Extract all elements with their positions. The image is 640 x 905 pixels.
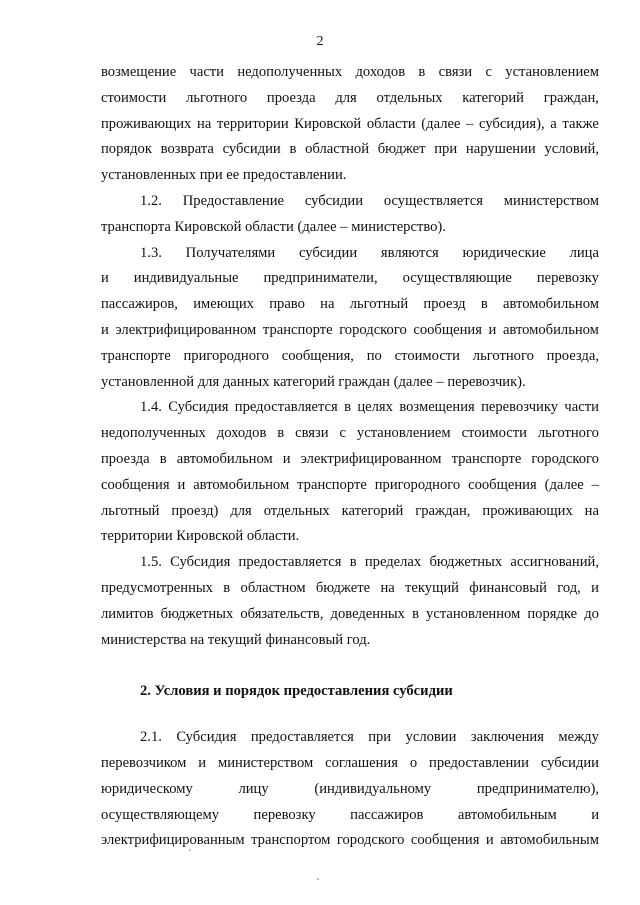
word: части [564,399,599,416]
word: текущий [405,579,459,596]
word: субсидии [304,192,364,209]
text-line: установленных при ее предоставлении. [101,167,347,184]
word: имеющих [193,296,254,313]
word: доходов [355,64,406,80]
word: о [409,754,418,771]
section-heading: 2. Условия и порядок предоставления субсидии [140,683,453,700]
word: финансовый [469,579,547,596]
word: электрифицированном [115,321,257,338]
word: перевозку [253,806,316,823]
word: бюджетных [160,605,234,622]
text-line [101,751,599,777]
word: и [177,476,186,493]
word: порядок [101,141,152,158]
word: электрифицированным [101,832,245,849]
word: перевозку [536,270,599,287]
paragraph-1-3 [101,241,599,396]
word: электрифицированном [300,450,442,467]
word: субсидии [222,141,281,158]
word: (далее [421,115,461,132]
word: 1.2. [140,192,162,209]
word: и [485,832,494,849]
word: год, [557,579,581,596]
word: установлением [356,425,451,442]
word: предприниматели, [263,270,378,287]
word: проезда [101,450,150,467]
word: на [197,115,212,132]
text-line [101,499,599,525]
word: стоимости [394,347,460,364]
word: связи [438,64,473,80]
text-line [101,421,599,447]
text-line [101,576,599,602]
word: Получателями [185,244,276,261]
word: предоставляется [250,729,354,746]
word: 1.5. [140,554,162,571]
word: проезда, [546,347,599,364]
word: в [159,450,167,467]
word: недополученных [237,64,343,80]
word: осуществляющие [402,270,512,287]
word: граждан, [543,89,599,106]
word: юридическому [101,780,193,797]
word: Субсидия [168,399,229,416]
word: стоимости [461,425,527,442]
word: с [485,64,492,80]
word: лицу [238,780,269,797]
word: сообщения [101,476,170,493]
word: возмещение [101,64,177,80]
word: в [412,605,419,622]
word: 2.1. [140,729,162,746]
word: связи [295,425,329,442]
word: пригородного [374,476,461,493]
text-line [101,395,599,421]
word: право [269,296,305,313]
word: субсидии [298,244,358,261]
text-line [101,292,599,318]
word: автомобильном [193,476,290,493]
word: лица [569,244,599,261]
word: заключения [470,729,544,746]
word: осуществляется [383,192,483,209]
word: и [591,806,599,823]
text-line [101,550,599,576]
word: бюджетных [429,554,503,571]
word: министерством [503,192,599,209]
word: на [584,502,599,519]
word: перевозчиком [101,754,187,771]
word: части [189,64,224,80]
word: (индивидуальному [314,780,432,797]
word: возврата [160,141,214,158]
paragraph-intro [101,60,599,189]
word: городского [336,832,405,849]
word: бюджет [377,141,426,158]
word: для [230,502,252,519]
word: по [366,347,382,364]
word: Субсидия [176,729,237,746]
word: а [550,115,557,132]
text-line [101,473,599,499]
word: индивидуальные [133,270,239,287]
word: граждан, [415,502,471,519]
text-line: транспорта Кировской области (далее – министерство). [101,218,446,235]
word: сообщения [413,321,482,338]
word: и [488,321,497,338]
word: бюджете [315,579,371,596]
paragraph-1-4 [101,395,599,550]
word: территории [216,115,289,132]
word: льготного [472,347,534,364]
paragraph-1-2 [101,189,599,241]
word: при [368,729,392,746]
word: автомобильном [503,296,599,313]
word: проживающих [101,115,192,132]
word: и [101,321,109,338]
word: условий, [544,141,599,158]
word: предоставлении [429,754,529,771]
word: целях [357,399,393,416]
text-line [101,777,599,803]
word: недополученных [101,425,206,442]
word: городского [531,450,599,467]
word: предусмотренных [101,579,213,596]
word: субсидия), [479,115,545,132]
word: льготного [537,425,599,442]
word: в [418,64,426,80]
word: (далее [544,476,584,493]
word: категорий [462,89,524,106]
word: на [380,579,395,596]
word: при [434,141,458,158]
word: сообщения [410,832,480,849]
word: 1.4. [140,399,162,416]
word: между [558,729,599,746]
word: сообщения, [281,347,354,364]
word: являются [380,244,439,261]
paragraph-2-1 [101,725,599,854]
word: в [349,554,357,571]
word: соглашения [325,754,398,771]
text-line [101,602,599,628]
text-line [101,86,599,112]
word: нарушении [465,141,536,158]
word: обязательств, [240,605,324,622]
word: установлением [505,64,599,80]
text-line [101,266,599,292]
word: льготного [186,89,248,106]
word: в [289,141,297,158]
text-line [101,112,599,138]
paragraph-1-5 [101,550,599,653]
word: перевозчику [481,399,559,416]
word: возмещения [399,399,475,416]
word: пригородного [183,347,269,364]
word: автомобильным [457,806,557,823]
word: в [223,579,231,596]
word: и [591,579,599,596]
word: транспорте [297,476,367,493]
word: областном [240,579,306,596]
word: Субсидия [170,554,231,571]
word: министерством [218,754,314,771]
word: и [101,270,109,287]
text-line [101,60,599,86]
word: – [591,476,599,493]
text-line [101,241,599,267]
word: автомобильном [502,321,599,338]
word: также [562,115,599,132]
word: доведенных [330,605,405,622]
word: стоимости [101,89,167,106]
text-line [101,137,599,163]
word: установленном [426,605,521,622]
word: ассигнований, [510,554,599,571]
word: льготный [101,502,160,519]
text-line [101,318,599,344]
word: предпринимателю), [476,780,599,797]
section-spacer [101,705,599,725]
section-spacer [101,653,599,679]
word: – [466,115,474,132]
word: доходов [216,425,267,442]
word: порядке [527,605,578,622]
text-line [101,189,599,215]
word: Кировской [294,115,362,132]
word: на [320,296,335,313]
word: для [335,89,357,106]
word: пассажиров, [101,296,178,313]
word: проживающих [482,502,573,519]
page-number: 2 [316,34,324,49]
text-line [101,803,599,829]
text-line: министерства на текущий финансовый год. [101,631,371,648]
word: пассажиров [350,806,424,823]
word: предоставляется [234,399,338,416]
word: категорий [341,502,404,519]
word: сообщения [468,476,537,493]
word: до [584,605,599,622]
word: отдельных [376,89,443,106]
word: проезд) [171,502,219,519]
word: условии [405,729,457,746]
text-line [101,344,599,370]
word: транспорте [262,321,333,338]
word: в [277,425,285,442]
word: юридические [462,244,546,261]
word: Предоставление [182,192,285,209]
word: с [339,425,346,442]
word: в [480,296,488,313]
word: области [366,115,416,132]
text-line [101,828,599,854]
word: и [198,754,207,771]
word: предоставляется [238,554,342,571]
word: городского [339,321,407,338]
word: и [282,450,291,467]
word: транспортом [251,832,331,849]
word: 1.3. [140,244,162,261]
word: проезда [266,89,316,106]
word: проезд [423,296,466,313]
word: субсидии [540,754,599,771]
word: пределах [364,554,422,571]
word: осуществляющему [101,806,220,823]
word: лимитов [101,605,154,622]
word: отдельных [263,502,330,519]
document-body [101,60,599,854]
word: в [344,399,351,416]
word: областной [305,141,370,158]
text-line: установленной для данных категорий граждан (далее – перевозчик). [101,373,526,390]
word: транспорте [101,347,171,364]
word: льготный [349,296,409,313]
word: транспорте [451,450,522,467]
word: автомобильном [176,450,273,467]
text-line: территории Кировской области. [101,528,300,545]
word: автомобильным [500,832,599,849]
text-line [101,447,599,473]
text-line [101,725,599,751]
